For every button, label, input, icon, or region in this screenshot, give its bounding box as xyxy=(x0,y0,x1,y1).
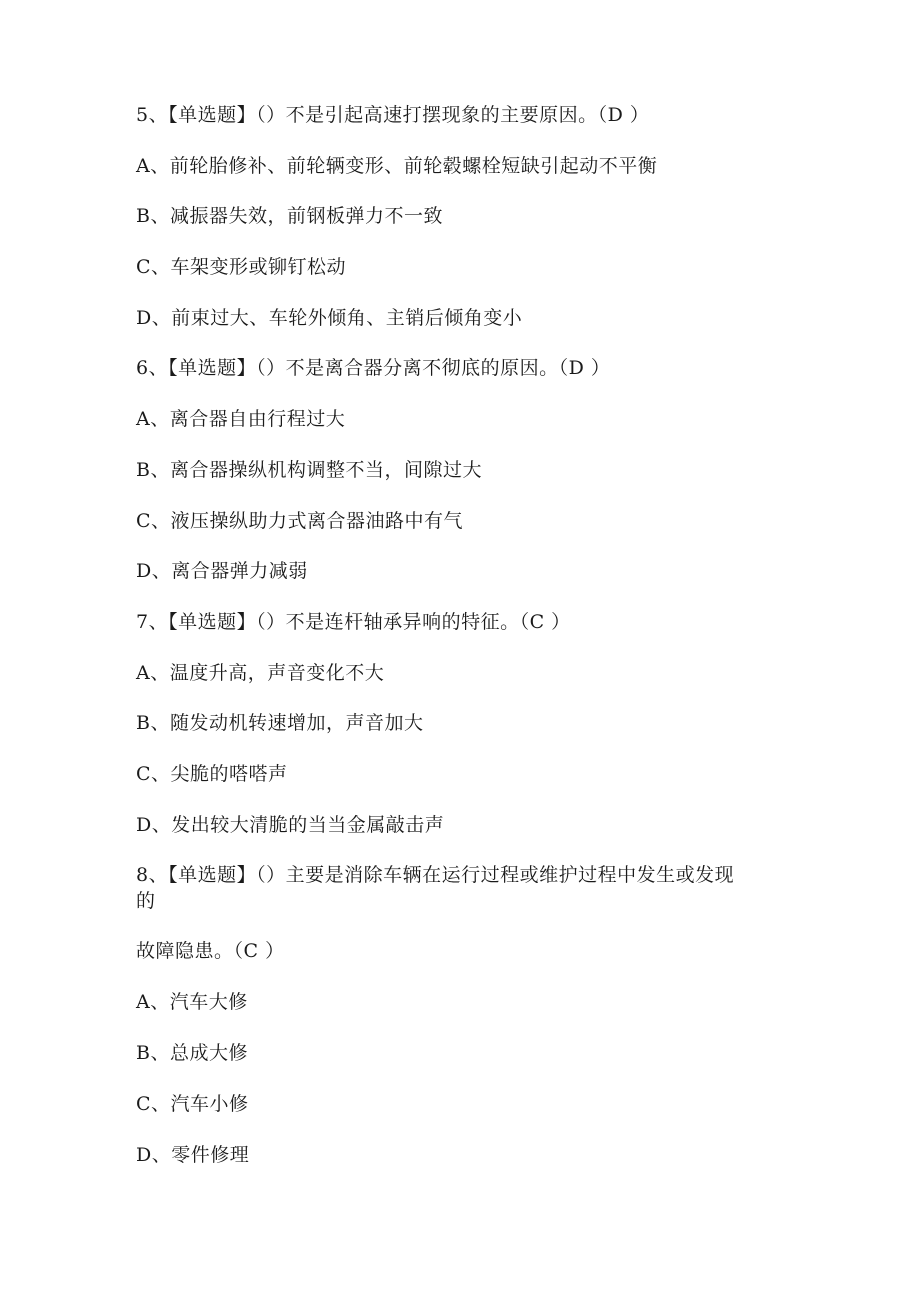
question-8-stem-line-3: 故障隐患。（C ） xyxy=(136,940,285,962)
question-6-option-b: B、离合器操纵机构调整不当，间隙过大 xyxy=(136,459,482,481)
question-8-stem-line-1: 8、【单选题】（）主要是消除车辆在运行过程或维护过程中发生或发现 xyxy=(136,864,735,886)
question-6-option-d: D、离合器弹力减弱 xyxy=(136,560,308,582)
question-5-option-a: A、前轮胎修补、前轮辆变形、前轮毂螺栓短缺引起动不平衡 xyxy=(136,155,658,177)
question-7-option-a: A、温度升高，声音变化不大 xyxy=(136,662,385,684)
question-5-option-c: C、车架变形或铆钉松动 xyxy=(136,256,347,278)
question-8-option-c: C、汽车小修 xyxy=(136,1093,249,1115)
question-7-option-c: C、尖脆的嗒嗒声 xyxy=(136,763,288,785)
question-6-option-c: C、液压操纵助力式离合器油路中有气 xyxy=(136,510,464,532)
question-5-option-d: D、前束过大、车轮外倾角、主销后倾角变小 xyxy=(136,307,523,329)
question-6-option-a: A、离合器自由行程过大 xyxy=(136,408,346,430)
question-7-option-b: B、随发动机转速增加，声音加大 xyxy=(136,712,424,734)
question-5-stem: 5、【单选题】（）不是引起高速打摆现象的主要原因。（D ） xyxy=(136,104,650,126)
question-8-stem-line-2: 的 xyxy=(136,890,156,912)
question-5-option-b: B、减振器失效，前钢板弹力不一致 xyxy=(136,205,443,227)
question-7-stem: 7、【单选题】（）不是连杆轴承异响的特征。（C ） xyxy=(136,611,571,633)
question-8-option-d: D、零件修理 xyxy=(136,1144,250,1166)
question-8-option-a: A、汽车大修 xyxy=(136,991,248,1013)
question-6-stem: 6、【单选题】（）不是离合器分离不彻底的原因。（D ） xyxy=(136,357,611,379)
question-8-option-b: B、总成大修 xyxy=(136,1042,248,1064)
question-7-option-d: D、发出较大清脆的当当金属敲击声 xyxy=(136,814,445,836)
